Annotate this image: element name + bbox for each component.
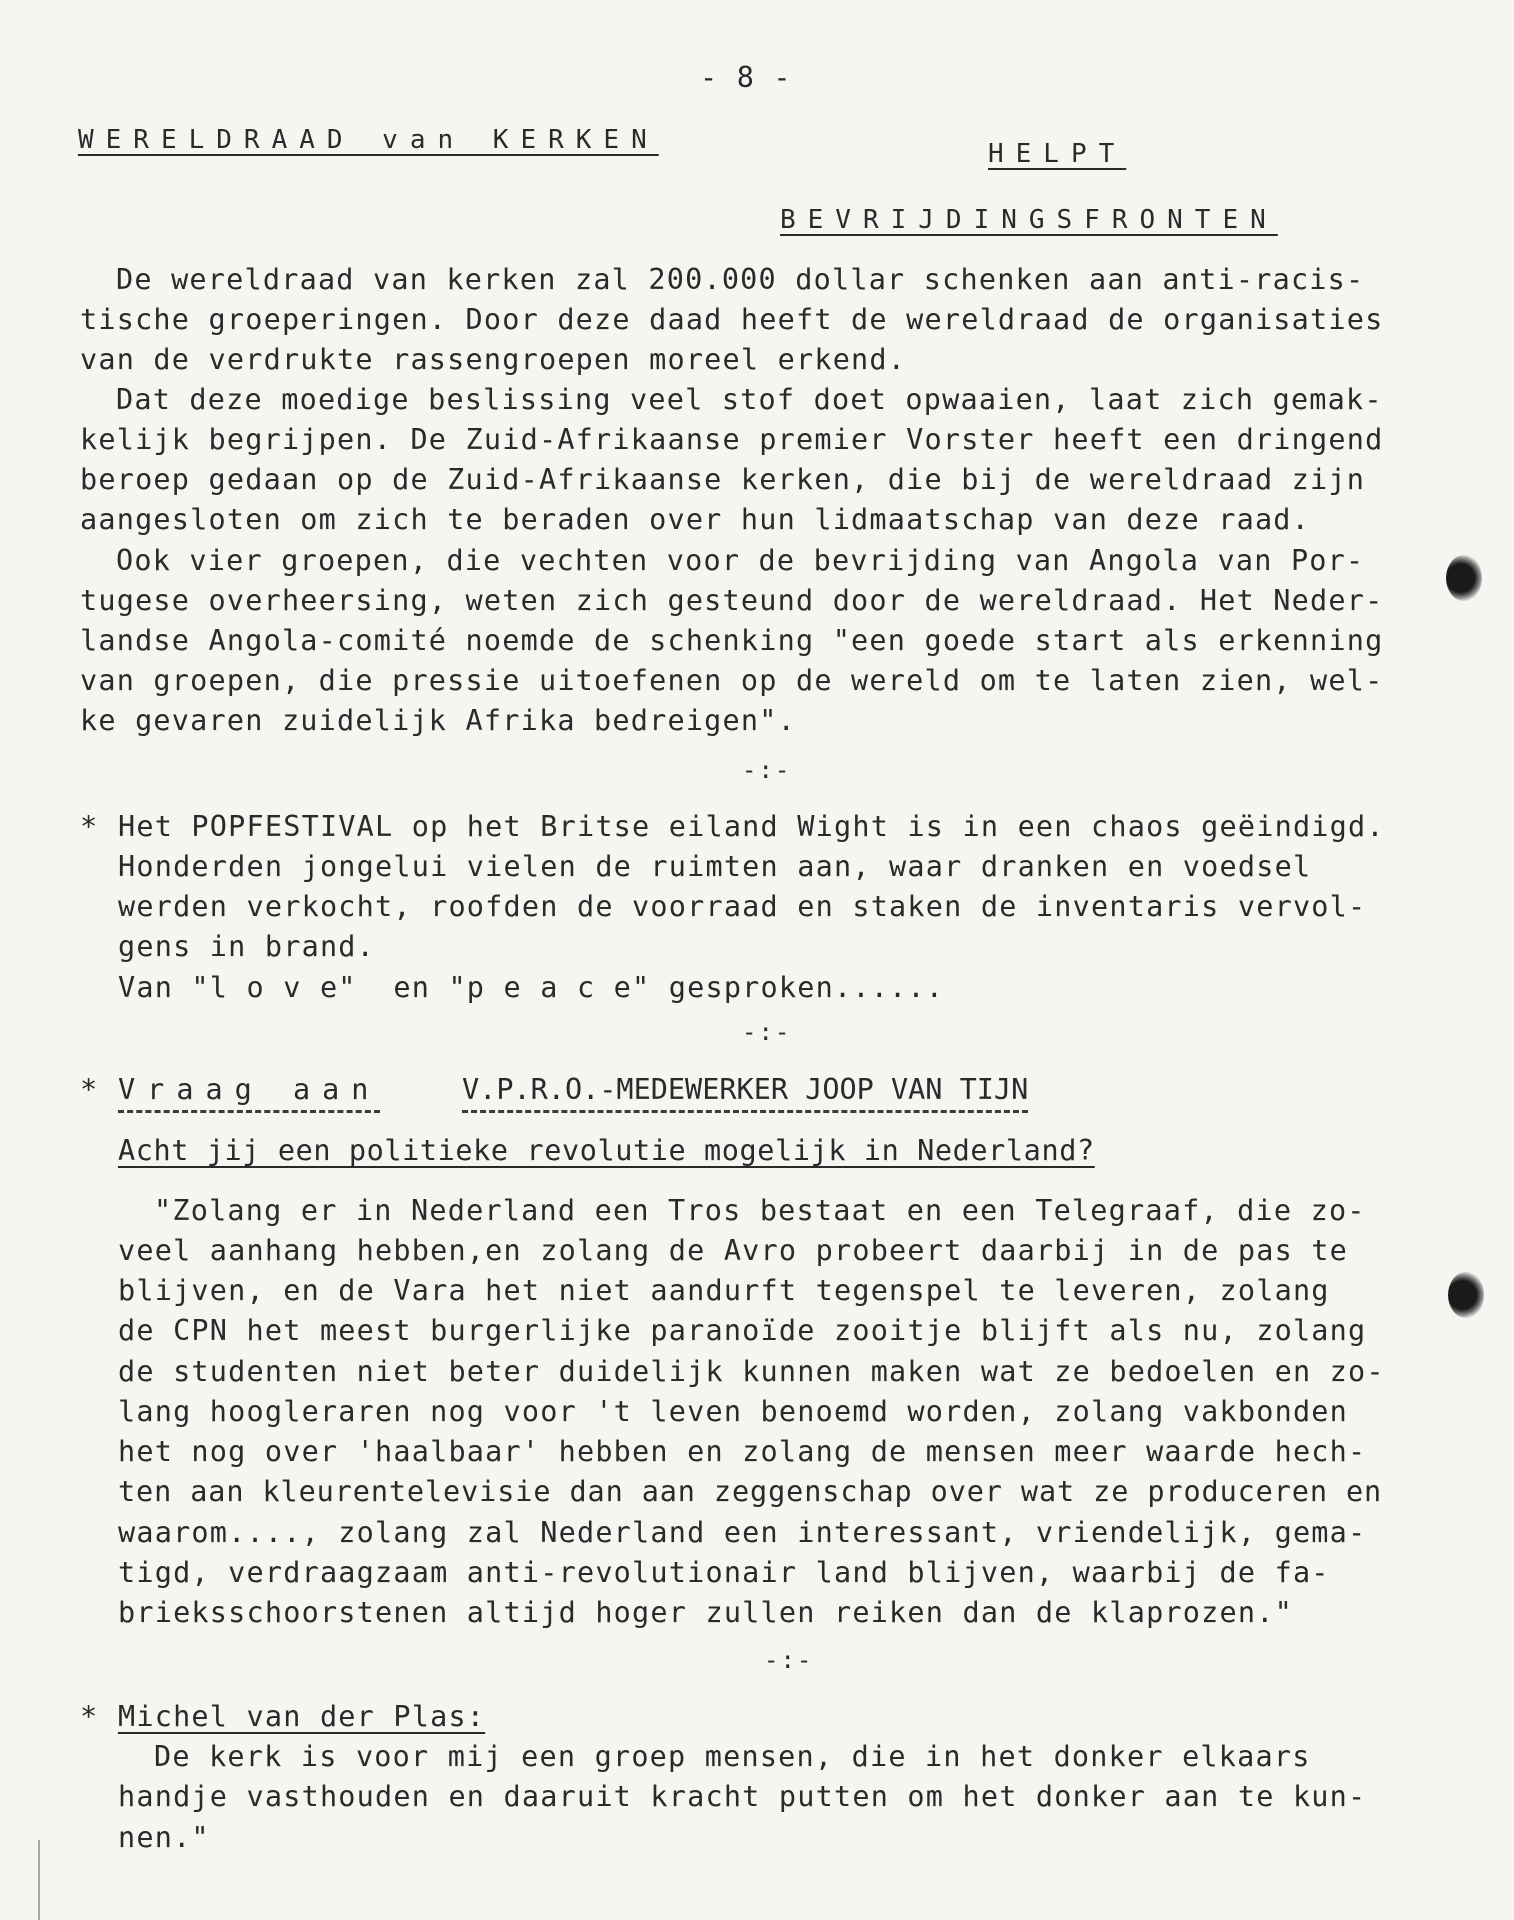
article1-line: kelijk begrijpen. De Zuid-Afrikaanse premier Vorster heeft een dringend — [80, 423, 1384, 456]
punch-hole-icon — [1448, 1272, 1484, 1318]
article1-line: Ook vier groepen, die vechten voor de bevrijding van Angola van Por- — [116, 544, 1365, 577]
punch-hole-icon — [1446, 555, 1482, 601]
headline-part1: WERELDRAAD van KERKEN — [78, 125, 659, 155]
article2-line: werden verkocht, roofden de voorraad en staken de inventaris vervol- — [118, 890, 1367, 923]
article3-line: ten aan kleurentelevisie dan aan zeggenschap over wat ze produceren en — [118, 1475, 1383, 1508]
separator: -:- — [742, 1018, 792, 1046]
article1-line: van groepen, die pressie uitoefenen op de wereld om te laten zien, wel- — [80, 664, 1384, 697]
article1-line: van de verdrukte rassengroepen moreel erkend. — [80, 343, 907, 376]
article3-line: de CPN het meest burgerlijke paranoïde zooitje blijft als nu, zolang — [118, 1314, 1367, 1347]
bullet-star: * — [80, 1073, 99, 1106]
article3-line: veel aanhang hebben,en zolang de Avro probeert daarbij in de pas te — [118, 1234, 1349, 1267]
article3-heading-b — [462, 1070, 1028, 1110]
article1-line: tische groeperingen. Door deze daad heeft de wereldraad de organisaties — [80, 303, 1384, 336]
article1-line: aangesloten om zich te beraden over hun lidmaatschap van deze raad. — [80, 503, 1311, 536]
article1-line: tugese overheersing, weten zich gesteund door de wereldraad. Het Neder- — [80, 584, 1384, 617]
article3-line: tigd, verdraagzaam anti-revolutionair land blijven, waarbij de fa- — [118, 1556, 1330, 1589]
article2-line: Van "l o v e" en "p e a c e" gesproken...... — [118, 971, 945, 1004]
article1-line: beroep gedaan op de Zuid-Afrikaanse kerken, die bij de wereldraad zijn — [80, 463, 1366, 496]
separator: -:- — [764, 1646, 814, 1674]
article1-line: landse Angola-comité noemde de schenking "een goede start als erkenning — [80, 624, 1384, 657]
article3-heading-a-text: Vraag aan — [118, 1073, 380, 1113]
page-edge — [38, 1840, 40, 1920]
separator: -:- — [742, 756, 792, 784]
article3-line: waarom...., zolang zal Nederland een interessant, vriendelijk, gema- — [118, 1516, 1367, 1549]
bullet-star: * — [80, 810, 99, 843]
article3-line: de studenten niet beter duidelijk kunnen maken wat ze bedoelen en zo- — [118, 1355, 1385, 1388]
article3-heading-a — [118, 1070, 380, 1110]
bullet-star: * — [80, 1700, 99, 1733]
article4-line: De kerk is voor mij een groep mensen, die in het donker elkaars — [154, 1740, 1311, 1773]
article4-heading: Michel van der Plas: — [118, 1700, 486, 1733]
article4-line: nen." — [118, 1821, 210, 1854]
article4-line: handje vasthouden en daaruit kracht putten om het donker aan te kun- — [118, 1780, 1367, 1813]
headline-part3: BEVRIJDINGSFRONTEN — [780, 205, 1278, 235]
article3-line: brieksschoorstenen altijd hoger zullen reiken dan de klaprozen." — [118, 1596, 1293, 1629]
article3-line: het nog over 'haalbaar' hebben en zolang de mensen meer waarde hech- — [118, 1435, 1367, 1468]
article2-line: gens in brand. — [118, 930, 376, 963]
article1-line: De wereldraad van kerken zal 200.000 dollar schenken aan anti-racis- — [116, 263, 1365, 296]
headline-part2: HELPT — [988, 139, 1127, 169]
article1-line: ke gevaren zuidelijk Afrika bedreigen". — [80, 704, 796, 737]
page-number: - 8 - — [700, 61, 792, 94]
article3-question: Acht jij een politieke revolutie mogelijk in Nederland? — [118, 1134, 1095, 1167]
article1-line: Dat deze moedige beslissing veel stof doet opwaaien, laat zich gemak- — [116, 383, 1383, 416]
article3-heading-b-text: V.P.R.O.-MEDEWERKER JOOP VAN TIJN — [462, 1073, 1028, 1113]
article3-line: lang hoogleraren nog voor 't leven benoemd worden, zolang vakbonden — [118, 1395, 1349, 1428]
article3-line: blijven, en de Vara het niet aandurft tegenspel te leveren, zolang — [118, 1274, 1330, 1307]
article3-line: "Zolang er in Nederland een Tros bestaat en een Telegraaf, die zo- — [154, 1194, 1366, 1227]
article2-line: Honderden jongelui vielen de ruimten aan, waar dranken en voedsel — [118, 850, 1312, 883]
article2-line: Het POPFESTIVAL op het Britse eiland Wight is in een chaos geëindigd. — [118, 810, 1385, 843]
